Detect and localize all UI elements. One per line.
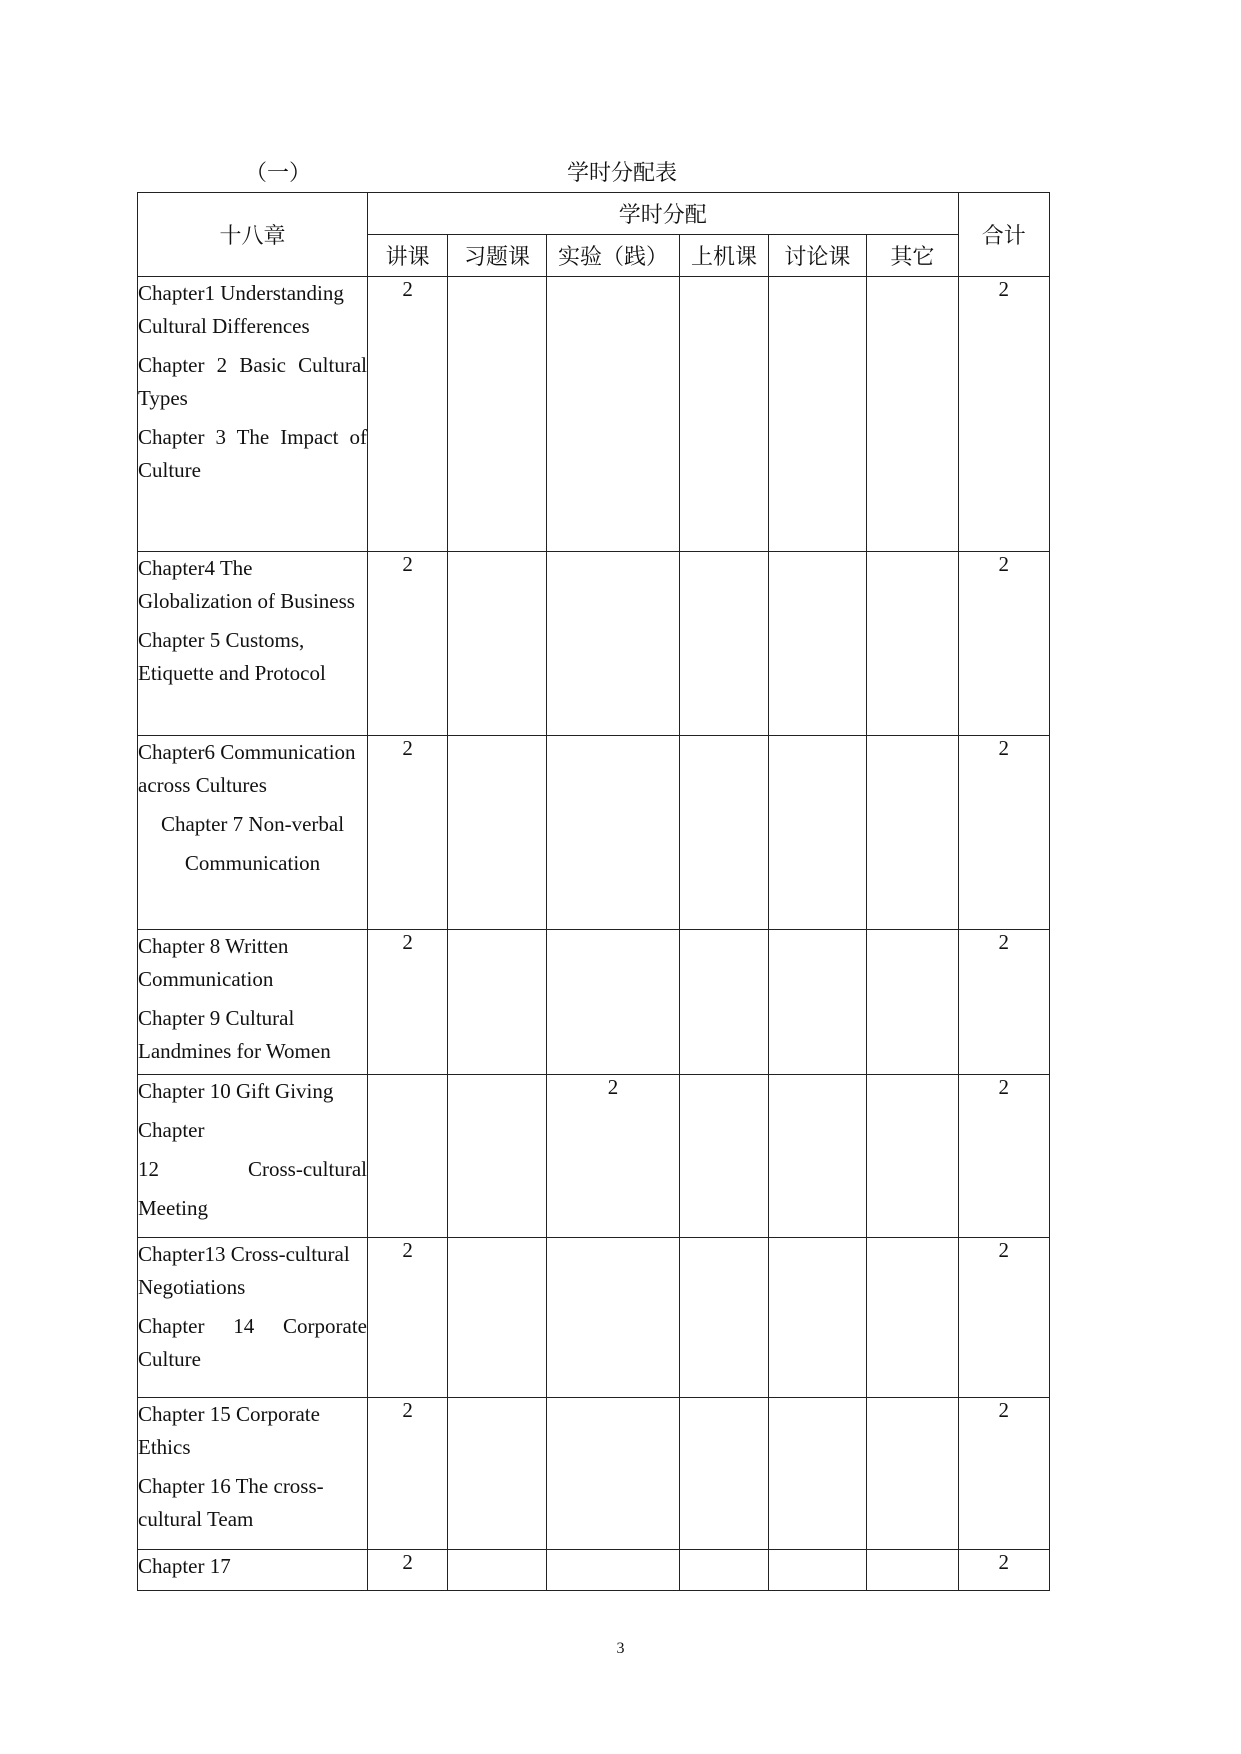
exercise-hours-cell <box>448 736 546 930</box>
other-hours-cell <box>867 552 958 736</box>
computer-hours-cell <box>680 1075 768 1238</box>
practice-hours-cell <box>546 1238 680 1398</box>
computer-hours-cell <box>680 277 768 552</box>
lecture-hours-cell: 2 <box>367 552 447 736</box>
table-row <box>138 930 1050 1075</box>
other-hours-cell <box>867 1550 958 1591</box>
chapter-entry: Communication <box>184 851 321 875</box>
chapter-entry: Chapter 2 Basic Cultural Types <box>138 353 367 410</box>
practice-hours-cell: 2 <box>546 1075 680 1238</box>
chapter-cell <box>138 1238 368 1398</box>
chapter-entry: Chapter 9 Cultural Landmines for Women <box>138 1006 331 1063</box>
lecture-hours-cell <box>367 1075 447 1238</box>
table-row <box>138 1398 1050 1550</box>
practice-hours-cell <box>546 277 680 552</box>
exercise-hours-cell <box>448 1238 546 1398</box>
chapter-cell <box>138 1075 368 1238</box>
total-hours-cell: 2 <box>958 552 1049 736</box>
chapter-entry: 12 Cross-cultural <box>138 1157 367 1181</box>
discussion-hours-cell <box>768 736 866 930</box>
column-header-discussion: 讨论课 <box>768 235 866 277</box>
column-header-lecture: 讲课 <box>367 235 447 277</box>
chapter-entry: Chapter 5 Customs, Etiquette and Protocol <box>138 628 326 685</box>
other-hours-cell <box>867 930 958 1075</box>
lecture-hours-cell: 2 <box>367 277 447 552</box>
exercise-hours-cell <box>448 930 546 1075</box>
chapter-entry: Chapter 16 The cross-cultural Team <box>138 1474 324 1531</box>
total-hours-cell: 2 <box>958 736 1049 930</box>
chapter-entry: Chapter 3 The Impact of Culture <box>138 425 367 482</box>
discussion-hours-cell <box>768 552 866 736</box>
practice-hours-cell <box>546 1398 680 1550</box>
chapter-entry: Chapter1 Understanding Cultural Differences <box>138 281 344 338</box>
exercise-hours-cell <box>448 1075 546 1238</box>
other-hours-cell <box>867 1398 958 1550</box>
computer-hours-cell <box>680 1398 768 1550</box>
chapter-cell <box>138 552 368 736</box>
table-row <box>138 277 1050 552</box>
discussion-hours-cell <box>768 930 866 1075</box>
chapter-cell <box>138 736 368 930</box>
table-row <box>138 1075 1050 1238</box>
lecture-hours-cell: 2 <box>367 930 447 1075</box>
chapter-entry: Chapter 17 <box>138 1554 231 1578</box>
computer-hours-cell <box>680 930 768 1075</box>
chapter-cell <box>138 1550 368 1591</box>
total-hours-cell: 2 <box>958 277 1049 552</box>
computer-hours-cell <box>680 552 768 736</box>
exercise-hours-cell <box>448 277 546 552</box>
practice-hours-cell <box>546 1550 680 1591</box>
section-number: （一） <box>245 161 312 186</box>
computer-hours-cell <box>680 1550 768 1591</box>
exercise-hours-cell <box>448 1398 546 1550</box>
chapter-entry: Chapter 8 Written Communication <box>138 934 289 991</box>
chapter-cell <box>138 930 368 1075</box>
column-header-practice: 实验（践） <box>546 235 680 277</box>
chapter-entry: Chapter <box>138 1118 205 1142</box>
table-row <box>138 736 1050 930</box>
practice-hours-cell <box>546 736 680 930</box>
discussion-hours-cell <box>768 1550 866 1591</box>
chapter-entry: Chapter4 The Globalization of Business <box>138 556 355 613</box>
table-row <box>138 1238 1050 1398</box>
column-header-other: 其它 <box>867 235 958 277</box>
chapter-entry: Chapter 7 Non-verbal <box>160 812 345 836</box>
hours-group-header: 学时分配 <box>367 193 958 235</box>
column-header-exercise: 习题课 <box>448 235 546 277</box>
lecture-hours-cell: 2 <box>367 736 447 930</box>
discussion-hours-cell <box>768 1075 866 1238</box>
total-hours-cell: 2 <box>958 1550 1049 1591</box>
lecture-hours-cell: 2 <box>367 1398 447 1550</box>
other-hours-cell <box>867 277 958 552</box>
practice-hours-cell <box>546 552 680 736</box>
chapter-entry: Chapter 10 Gift Giving <box>138 1079 334 1103</box>
chapter-entry: Chapter 15 Corporate Ethics <box>138 1402 320 1459</box>
chapter-entry: Meeting <box>138 1196 208 1220</box>
column-header-computer: 上机课 <box>680 235 768 277</box>
discussion-hours-cell <box>768 1238 866 1398</box>
practice-hours-cell <box>546 930 680 1075</box>
table-row <box>138 552 1050 736</box>
exercise-hours-cell <box>448 1550 546 1591</box>
other-hours-cell <box>867 1238 958 1398</box>
discussion-hours-cell <box>768 277 866 552</box>
hours-allocation-table <box>137 192 1050 1591</box>
total-hours-cell: 2 <box>958 1075 1049 1238</box>
table-row <box>138 1550 1050 1591</box>
chapter-header: 十八章 <box>138 193 368 277</box>
page-number: 3 <box>616 1640 625 1657</box>
table-title: 学时分配表 <box>567 161 678 186</box>
computer-hours-cell <box>680 1238 768 1398</box>
total-hours-cell: 2 <box>958 930 1049 1075</box>
chapter-entry: Chapter 14 Corporate Culture <box>138 1314 367 1371</box>
chapter-entry: Chapter13 Cross-cultural Negotiations <box>138 1242 350 1299</box>
chapter-cell <box>138 277 368 552</box>
discussion-hours-cell <box>768 1398 866 1550</box>
exercise-hours-cell <box>448 552 546 736</box>
total-header: 合计 <box>958 193 1049 277</box>
chapter-entry: Chapter6 Communication across Cultures <box>138 740 356 797</box>
total-hours-cell: 2 <box>958 1398 1049 1550</box>
other-hours-cell <box>867 736 958 930</box>
computer-hours-cell <box>680 736 768 930</box>
lecture-hours-cell: 2 <box>367 1550 447 1591</box>
lecture-hours-cell: 2 <box>367 1238 447 1398</box>
other-hours-cell <box>867 1075 958 1238</box>
chapter-cell <box>138 1398 368 1550</box>
total-hours-cell: 2 <box>958 1238 1049 1398</box>
